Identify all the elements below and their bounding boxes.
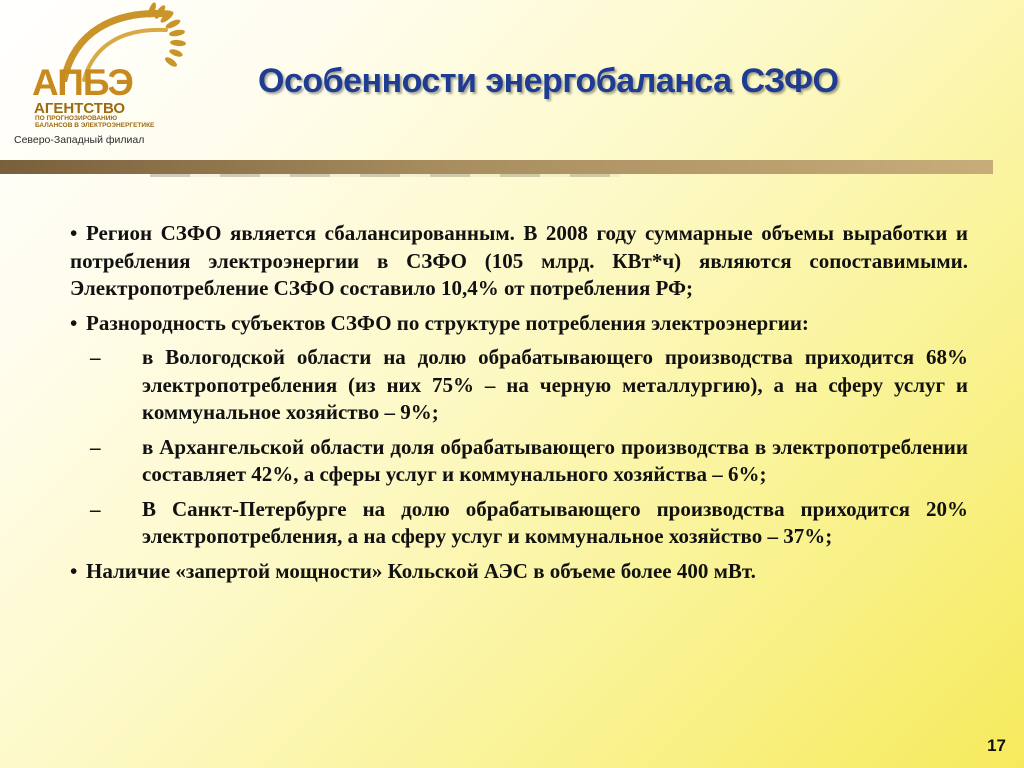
dash-icon: – bbox=[90, 345, 101, 369]
logo-subtitle-line-2: БАЛАНСОВ В ЭЛЕКТРОЭНЕРГЕТИКЕ bbox=[35, 122, 155, 129]
header-divider-bar bbox=[0, 160, 993, 174]
bullet-text: Разнородность субъектов СЗФО по структуре потребления электроэнергии: bbox=[86, 310, 809, 335]
sub-bullet-text: В Санкт-Петербурге на долю обрабатывающего производства приходится 20% электропотребления, а на сферу услуг и коммунальное хозяйство – 37%; bbox=[142, 496, 968, 548]
agency-logo bbox=[14, 2, 194, 150]
logo-branch-label: Северо-Западный филиал bbox=[14, 134, 145, 146]
sub-bullet-item bbox=[70, 496, 968, 551]
sub-bullet-text: в Вологодской области на долю обрабатывающего производства приходится 68% электропотребления (из них 75% – на черную металлургию), а на сферу услуг и коммунальное хозяйство – 9%; bbox=[142, 345, 968, 424]
bullet-item bbox=[70, 558, 968, 586]
bullet-icon: • bbox=[70, 310, 78, 335]
bullet-item bbox=[70, 220, 968, 303]
bullet-icon: • bbox=[70, 558, 78, 583]
sub-bullet-item bbox=[70, 344, 968, 427]
header-divider-shadow bbox=[150, 174, 620, 177]
bullet-text: Наличие «запертой мощности» Кольской АЭС в объеме более 400 мВт. bbox=[86, 558, 756, 583]
bullet-text: Регион СЗФО является сбалансированным. В 2008 году суммарные объемы выработки и потребления электроэнергии в СЗФО (105 млрд. КВт*ч) являются сопоставимыми. Электропотребление СЗФО составило 10,4% от потребления РФ; bbox=[70, 221, 968, 300]
sub-bullet-text: в Архангельской области доля обрабатывающего производства в электропотреблении составляет 42%, а сферы услуг и коммунального хозяйства – 6%; bbox=[142, 434, 968, 486]
sub-bullet-item bbox=[70, 434, 968, 489]
dash-icon: – bbox=[90, 496, 101, 521]
page-number: 17 bbox=[987, 736, 1006, 755]
logo-subtitle-line-1: ПО ПРОГНОЗИРОВАНИЮ bbox=[35, 115, 118, 122]
bullet-icon: • bbox=[70, 221, 78, 245]
logo-agency-label: АГЕНТСТВО bbox=[34, 100, 126, 117]
slide-content bbox=[70, 220, 968, 592]
bullet-item bbox=[70, 310, 968, 338]
dash-icon: – bbox=[90, 434, 101, 459]
logo-abbreviation: АПБЭ bbox=[32, 62, 133, 103]
slide-title: Особенности энергобаланса СЗФО bbox=[258, 62, 839, 100]
